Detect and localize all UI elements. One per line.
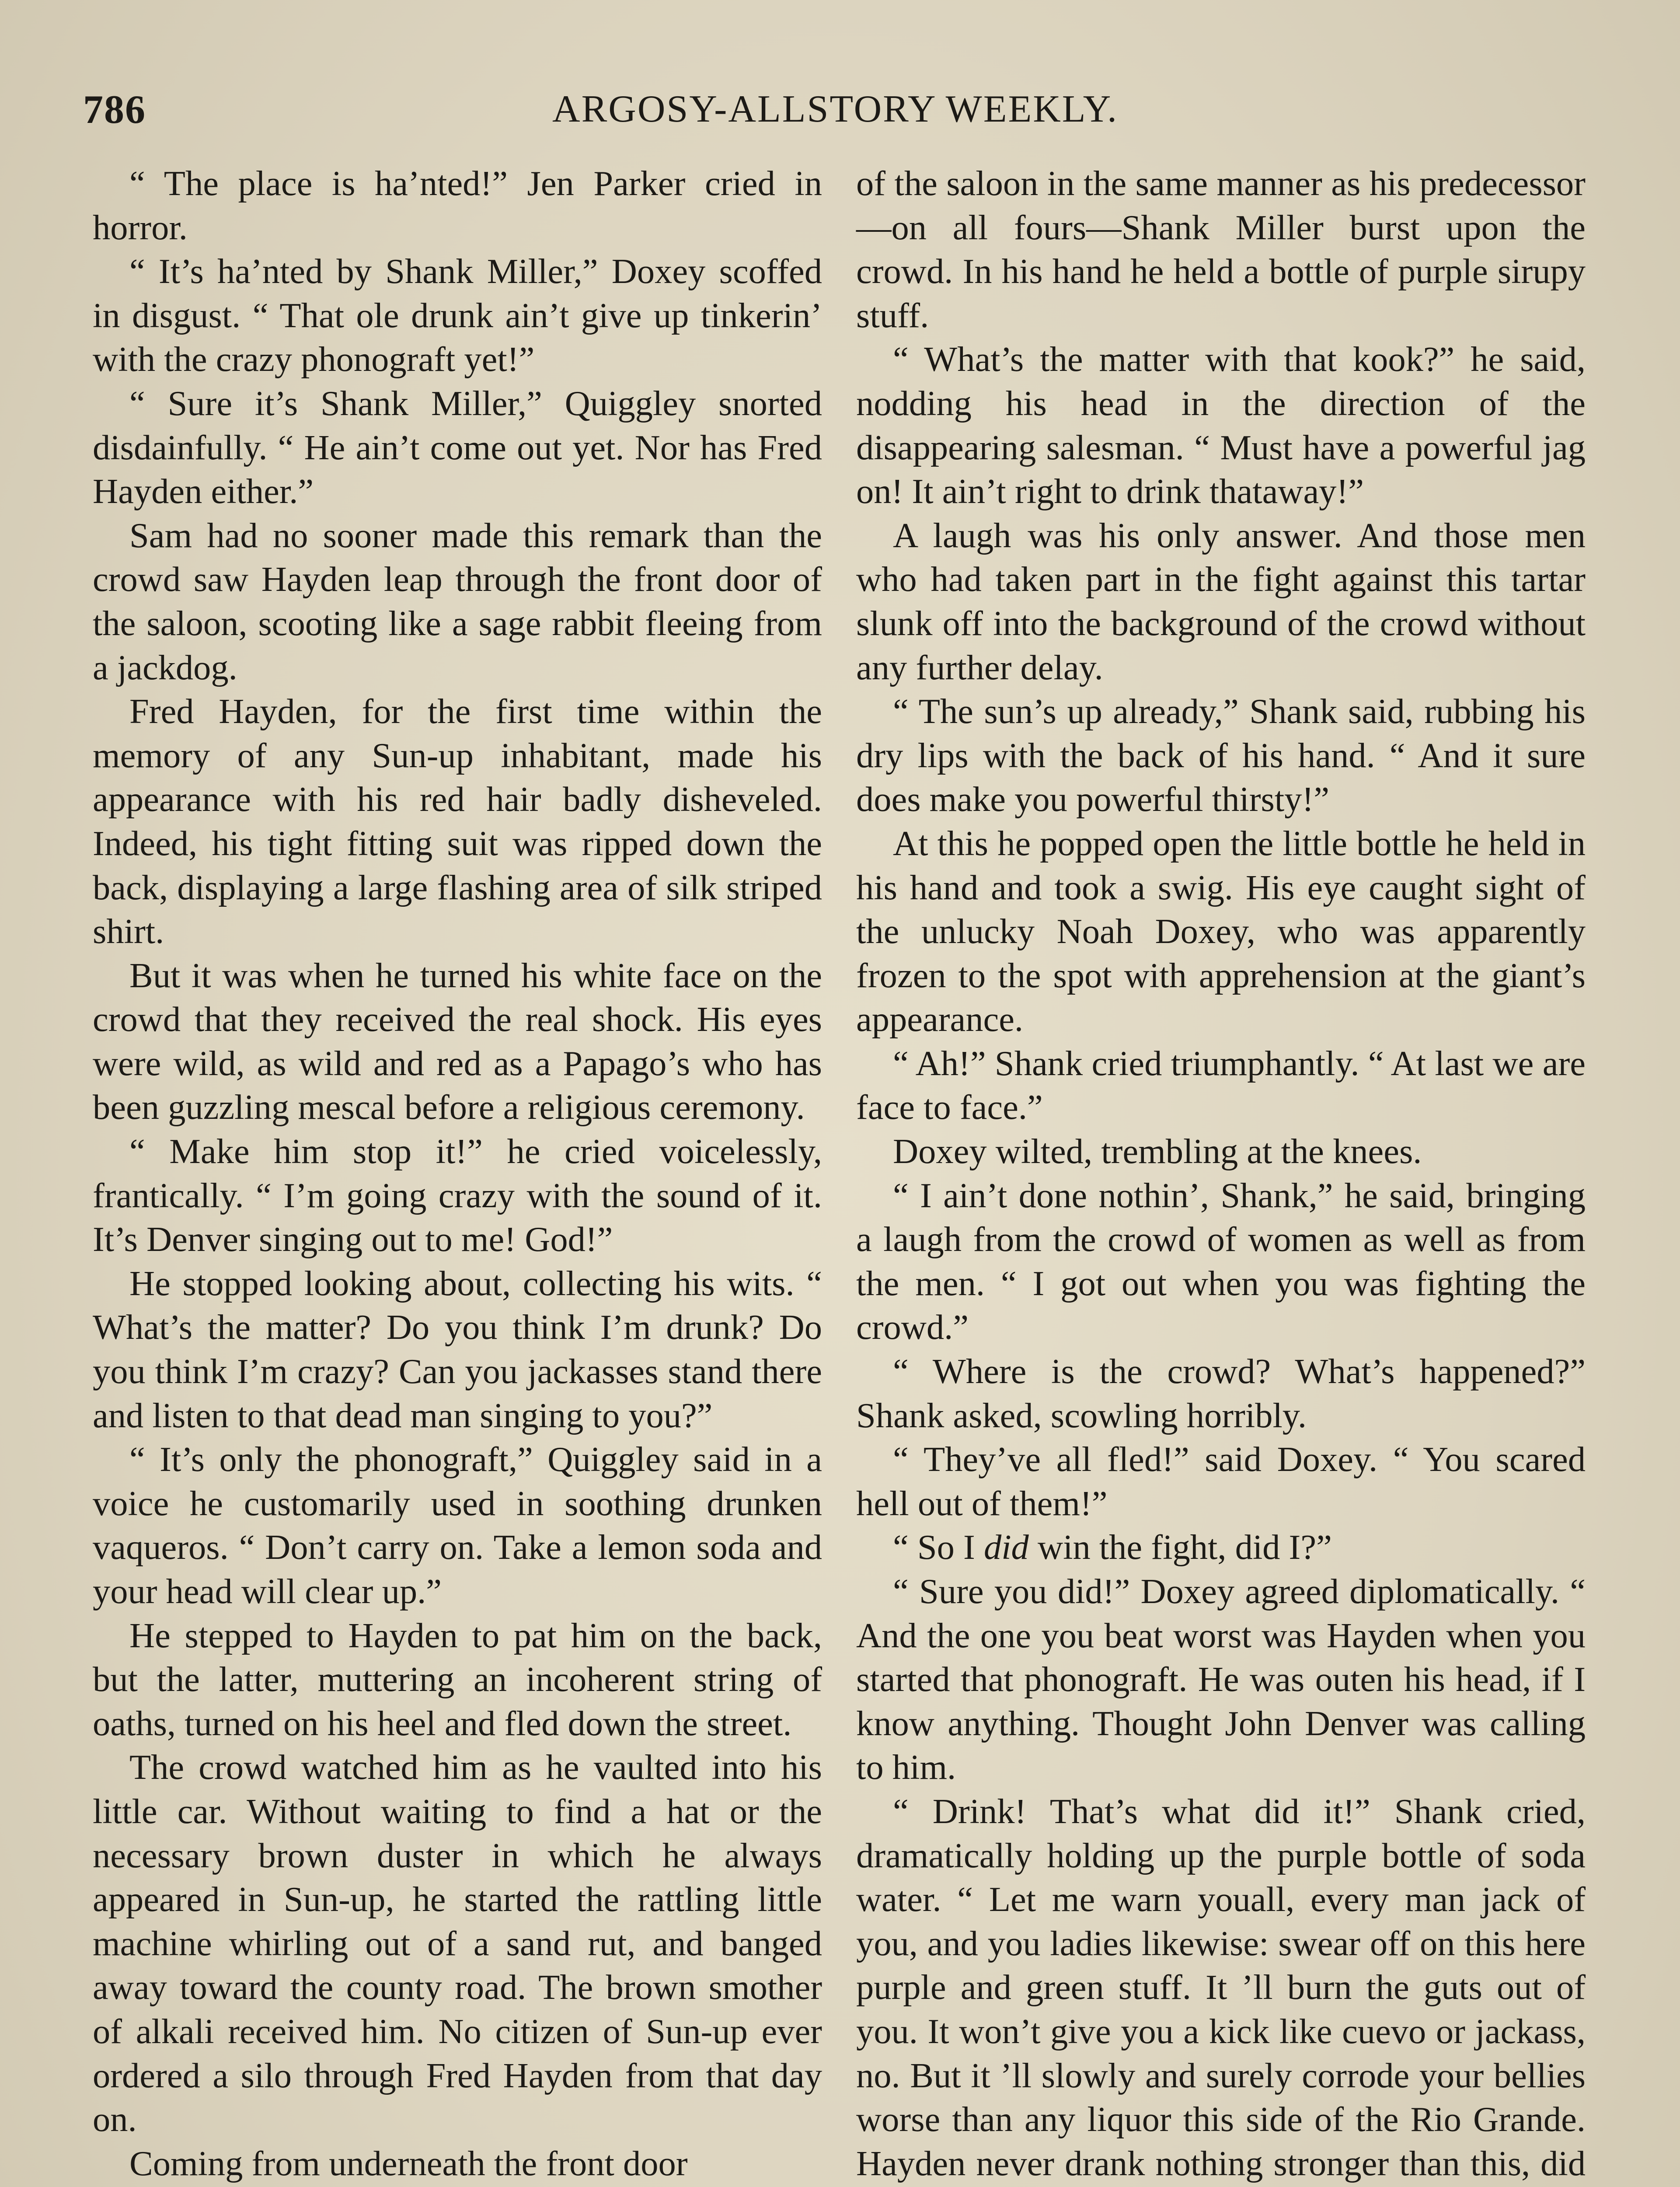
paragraph: Sam had no sooner made this remark than the crowd saw Hayden leap through the front door of the saloon, scooting like a sage rabbit fleeing from a jackdog. (93, 516, 822, 687)
paragraph: “ It’s only the phonograft,” Quiggley said in a voice he customarily used in soothing drunken vaqueros. “ Don’t carry on. Take a lemon soda and your head will clear up.” (93, 1440, 822, 1611)
paragraph: The crowd watched him as he vaulted into his little car. Without waiting to find a hat or the necessary brown duster in which he always appeared in Sun-up, he started the rattling little machine whirling out of a sand rut, and banged away toward the county road. The brown smother of alkali received him. No citizen of Sun-up ever ordered a silo through Fred Hayden from that day on. (93, 1748, 822, 2139)
right-column (856, 162, 1586, 2187)
paragraph: “ It’s ha’nted by Shank Miller,” Doxey scoffed in disgust. “ That ole drunk ain’t give up tinkerin’ with the crazy phonograft yet!” (93, 252, 822, 379)
paragraph: Fred Hayden, for the first time within the memory of any Sun-up inhabitant, made his appearance with his red hair badly disheveled. Indeed, his tight fitting suit was ripped down the back, displaying a large flashing area of silk striped shirt. (93, 692, 822, 951)
page-number: 786 (83, 87, 146, 132)
paragraph: “ Sure it’s Shank Miller,” Quiggley snorted disdainfully. “ He ain’t come out yet. Nor has Fred Hayden either.” (93, 384, 822, 511)
paragraph: He stopped looking about, collecting his wits. “ What’s the matter? Do you think I’m drunk? Do you think I’m crazy? Can you jackasses stand there and listen to that dead man singing to you?” (93, 1264, 822, 1435)
paragraph: “ Ah!” Shank cried triumphantly. “ At last we are face to face.” (856, 1044, 1586, 1127)
text-run: “ So I (893, 1528, 984, 1567)
paragraph: Doxey wilted, trembling at the knees. (893, 1132, 1422, 1171)
paragraph: “ They’ve all fled!” said Doxey. “ You scared hell out of them!” (856, 1440, 1586, 1523)
paragraph: “ Where is the crowd? What’s happened?” Shank asked, scowling horribly. (856, 1352, 1586, 1435)
paragraph: “ I ain’t done nothin’, Shank,” he said, bringing a laugh from the crowd of women as well as from the men. “ I got out when you was fighting the crowd.” (856, 1176, 1586, 1347)
paragraph: “ Make him stop it!” he cried voicelessly, frantically. “ I’m going crazy with the sound of it. It’s Denver singing out to me! God!” (93, 1132, 822, 1259)
left-column (93, 162, 822, 2186)
paragraph: Coming from underneath the front door (129, 2144, 688, 2183)
text-run: win the fight, did I?” (1028, 1528, 1332, 1567)
paragraph (856, 1526, 1586, 1570)
paragraph: “ Sure you did!” Doxey agreed diplomatically. “ And the one you beat worst was Hayden when you started that phonograft. He was outen his head, if I know anything. Thought John Denver was calling to him. (856, 1572, 1586, 1787)
paragraph: At this he popped open the little bottle he held in his hand and took a swig. His eye caught sight of the unlucky Noah Doxey, who was apparently frozen to the spot with apprehension at the giant’s appearance. (856, 824, 1586, 1039)
paragraph: But it was when he turned his white face on the crowd that they received the real shock. His eyes were wild, as wild and red as a Papago’s who has been guzzling mescal before a religious ceremony. (93, 956, 822, 1127)
paragraph: “ Drink! That’s what did it!” Shank cried, dramatically holding up the purple bottle of soda water. “ Let me warn youall, every man jack of you, and you ladies likewise: swear off on this here purple and green stuff. It ’ll burn the guts out of you. It won’t give you a kick like cuevo or jackass, no. But it ’ll slowly and surely corrode your bellies worse than any liquor this side of the Rio Grande. Hayden never drank nothing stronger than this, did (856, 1792, 1586, 2183)
italic-text: did (983, 1528, 1029, 1567)
paragraph: He stepped to Hayden to pat him on the back, but the latter, muttering an incoherent string of oaths, turned on his heel and fled down the street. (93, 1616, 822, 1743)
paragraph: “ The place is ha’nted!” Jen Parker cried in horror. (93, 164, 822, 247)
paragraph: A laugh was his only answer. And those men who had taken part in the fight against this tartar slunk off into the background of the crowd without any further delay. (856, 516, 1586, 687)
paragraph: “ The sun’s up already,” Shank said, rubbing his dry lips with the back of his hand. “ And it sure does make you powerful thirsty!” (856, 692, 1586, 819)
paragraph-continued: of the saloon in the same manner as his predecessor—on all fours—Shank Miller burst upon the crowd. In his hand he held a bottle of purple sirupy stuff. (856, 164, 1586, 335)
page-header (83, 79, 1587, 140)
paragraph: “ What’s the matter with that kook?” he said, nodding his head in the direction of the disappearing salesman. “ Must have a powerful jag on! It ain’t right to drink thataway!” (856, 340, 1586, 511)
running-head: ARGOSY-ALLSTORY WEEKLY. (552, 88, 1118, 130)
